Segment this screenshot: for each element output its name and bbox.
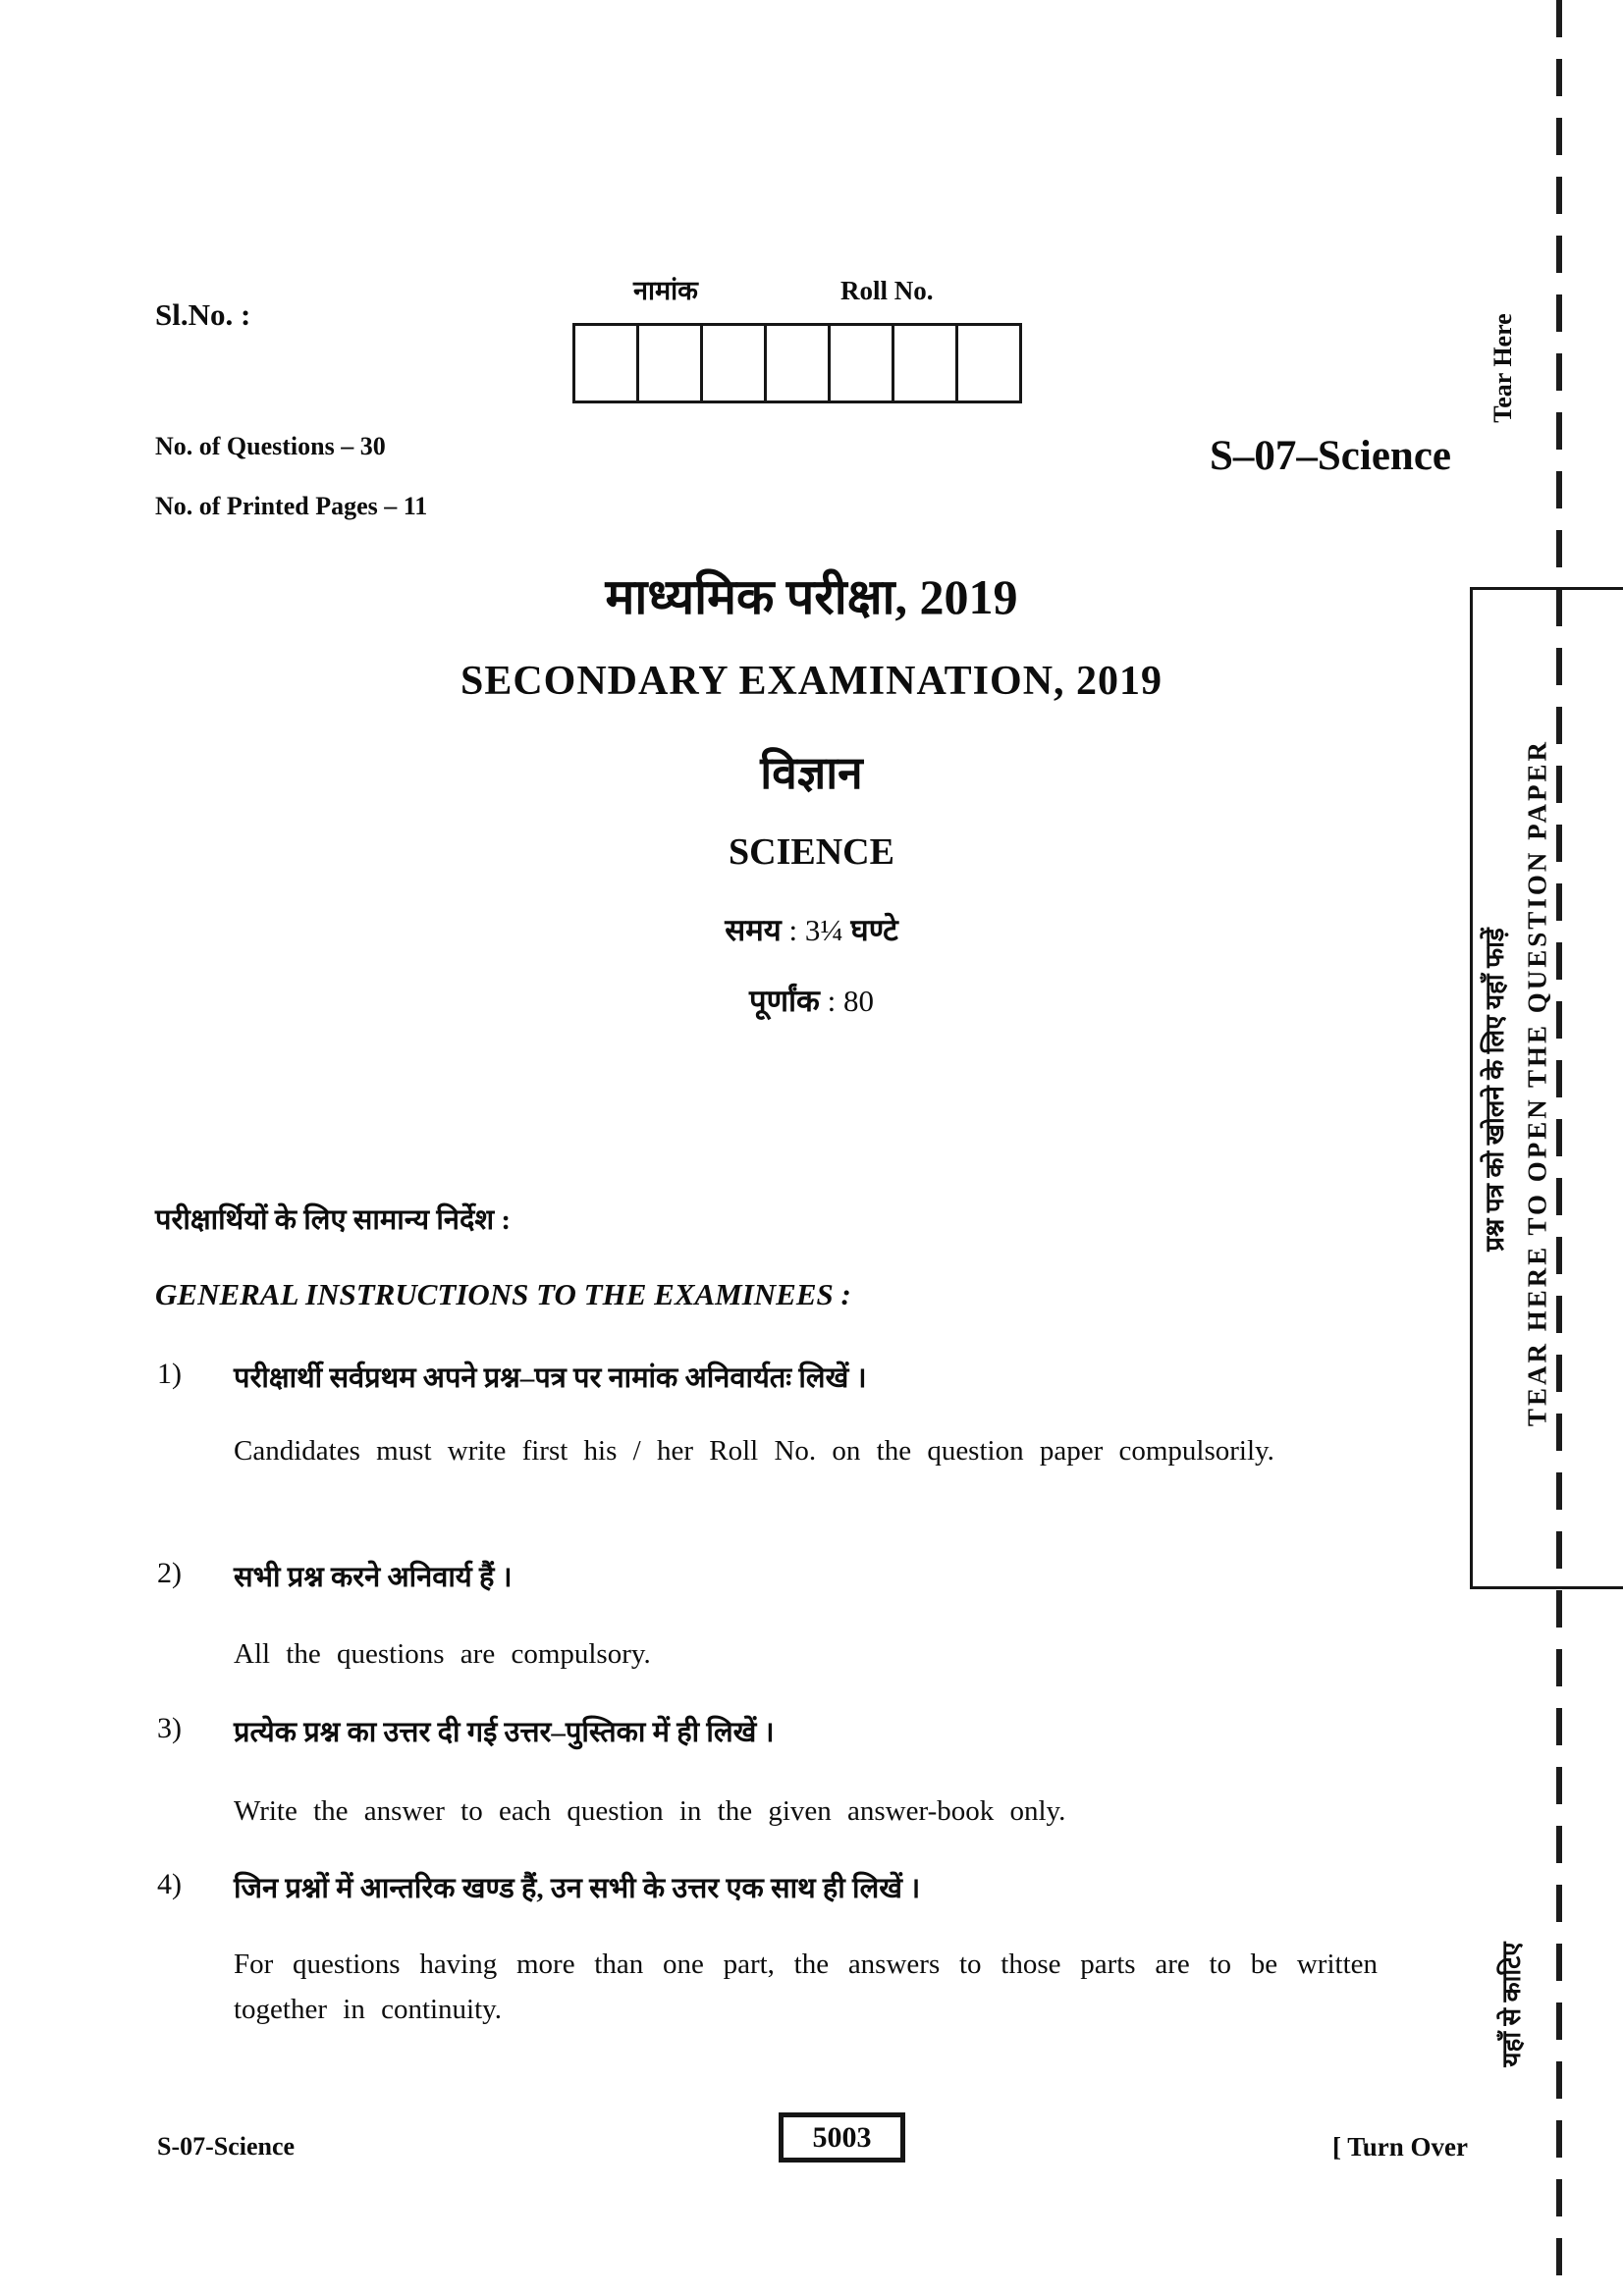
exam-title-hindi: माध्यमिक परीक्षा, 2019 [605,569,1018,624]
instruction-number: 1) [157,1358,182,1390]
questions-count: No. of Questions – 30 [155,432,386,460]
time-value: : 3¼ [788,913,843,947]
exam-title-english: SECONDARY EXAMINATION, 2019 [460,659,1163,704]
serial-number-label: Sl.No. : [155,297,251,332]
instruction-hindi: सभी प्रश्न करने अनिवार्य हैं । [234,1562,513,1593]
instruction-number: 2) [157,1557,182,1589]
instruction-number: 4) [157,1868,182,1900]
subject-title-english: SCIENCE [729,831,894,873]
namank-label: नामांक [633,276,698,305]
tear-open-english-label: TEAR HERE TO OPEN THE QUESTION PAPER [1522,738,1552,1427]
tear-open-hindi-label: प्रश्न पत्र को खोलने के लिए यहाँ फाड़ें [1481,928,1509,1252]
instruction-hindi: परीक्षार्थी सर्वप्रथम अपने प्रश्न–पत्र पर नामांक अनिवार्यतः लिखें । [234,1362,867,1394]
roll-no-label: Roll No. [840,276,934,305]
marks-value: : 80 [827,984,874,1018]
paper-code-header: S–07–Science [1209,433,1451,479]
roll-digit-box[interactable] [892,323,958,403]
instruction-english: Write the answer to each question in the given answer-book only. [234,1795,1066,1827]
marks-label: पूर्णांक [749,984,820,1018]
roll-digit-box[interactable] [764,323,831,403]
max-marks [0,980,1623,1021]
footer-paper-code: S-07-Science [157,2132,296,2161]
roll-digit-box[interactable] [828,323,894,403]
instruction-number: 3) [157,1712,182,1744]
printed-pages-count: No. of Printed Pages – 11 [155,492,428,520]
instruction-hindi: प्रत्येक प्रश्न का उत्तर दी गई उत्तर–पुस्तिका में ही लिखें । [234,1717,775,1748]
time-allowed [0,909,1623,950]
center-code: 5003 [812,2120,872,2154]
time-unit: घण्टे [850,913,898,947]
instruction-english: For questions having more than one part, the answers to those parts are to be written together in continuity. [234,1949,1378,2025]
roll-digit-box[interactable] [572,323,639,403]
roll-number-grid [572,323,1022,403]
subject-title-hindi: विज्ञान [760,748,863,798]
roll-digit-box[interactable] [700,323,767,403]
instructions-heading-english: GENERAL INSTRUCTIONS TO THE EXAMINEES : [155,1277,851,1311]
center-code-box [779,2112,905,2163]
instruction-hindi: जिन प्रश्नों में आन्तरिक खण्ड हैं, उन सभी के उत्तर एक साथ ही लिखें । [234,1873,921,1904]
roll-digit-box[interactable] [636,323,703,403]
instructions-heading-hindi: परीक्षार्थियों के लिए सामान्य निर्देश : [155,1204,511,1236]
cut-here-hindi-label: यहाँ से काटिए [1497,1942,1526,2067]
tear-here-top-label: Tear Here [1488,313,1517,423]
turn-over-label: [ Turn Over [1331,2132,1468,2162]
instruction-english: Candidates must write first his / her Roll No. on the question paper compulsorily. [234,1435,1274,1467]
roll-digit-box[interactable] [955,323,1022,403]
instruction-english: All the questions are compulsory. [234,1638,651,1670]
time-label: समय [725,913,782,947]
